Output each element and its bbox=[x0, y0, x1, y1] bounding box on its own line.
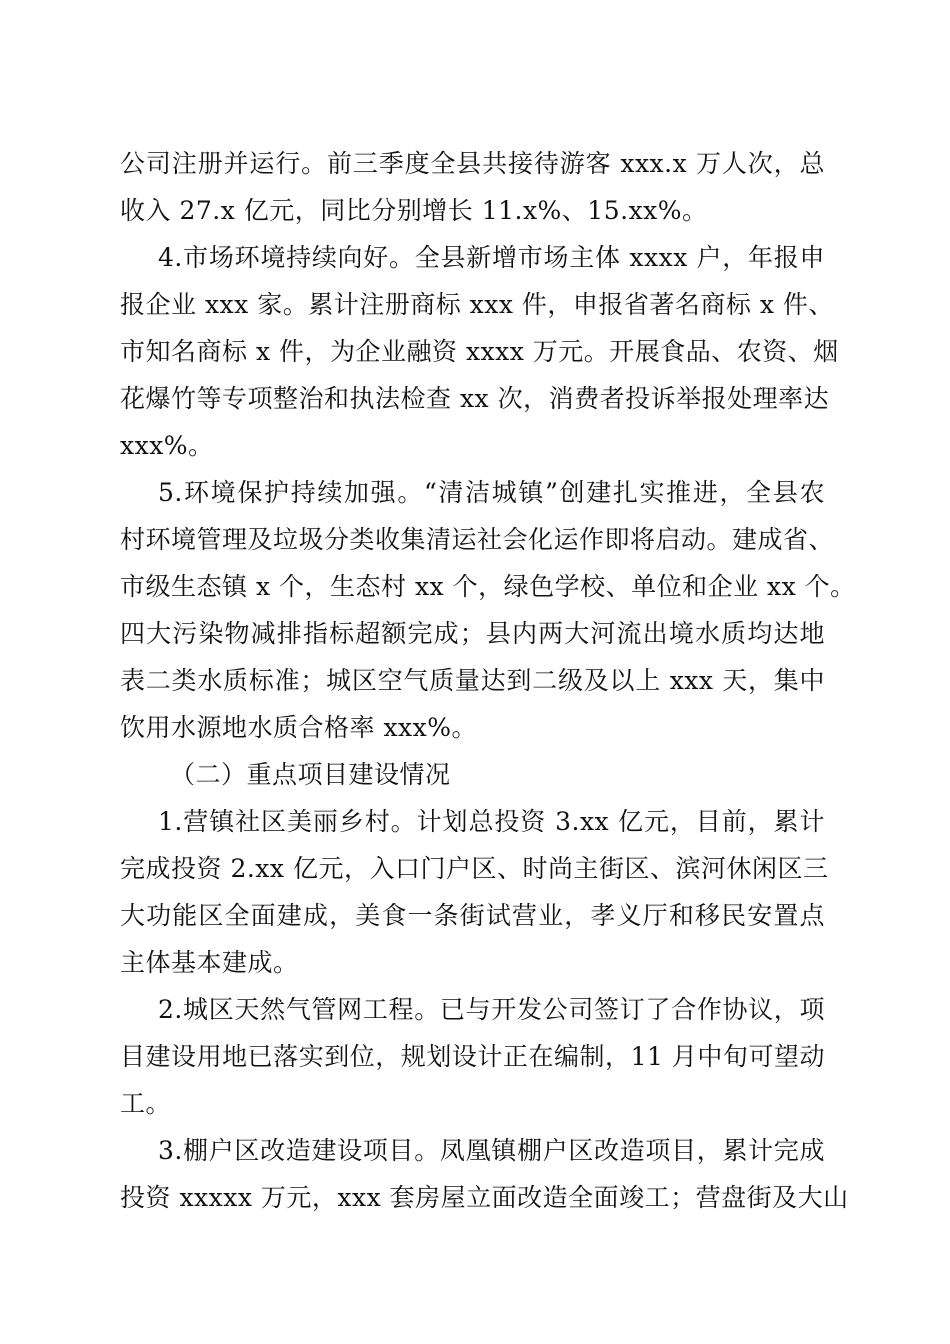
text-line: 报企业 xxx 家。累计注册商标 xxx 件，申报省著名商标 x 件、 bbox=[120, 290, 834, 319]
text-line: 投资 xxxxx 万元，xxx 套房屋立面改造全面竣工；营盘街及大山 bbox=[120, 1183, 849, 1212]
document-body bbox=[120, 140, 856, 1221]
paragraph-start: 4.市场环境持续向好。全县新增市场主体 xxxx 户，年报申 bbox=[158, 243, 825, 272]
text-line: 公司注册并运行。前三季度全县共接待游客 xxx.x 万人次，总 bbox=[120, 149, 825, 178]
text-line: 大功能区全面建成，美食一条街试营业，孝义厅和移民安置点 bbox=[120, 901, 825, 930]
paragraph-start: 5.环境保护持续加强。“清洁城镇”创建扎实推进，全县农 bbox=[158, 478, 825, 507]
text-line: 表二类水质标准；城区空气质量达到二级及以上 xxx 天，集中 bbox=[120, 666, 825, 695]
text-line: 花爆竹等专项整治和执法检查 xx 次，消费者投诉举报处理率达 bbox=[120, 384, 830, 413]
text-line: 收入 27.x 亿元，同比分别增长 11.x%、15.xx%。 bbox=[120, 196, 708, 225]
text-line: 工。 bbox=[120, 1089, 172, 1118]
text-line: 市级生态镇 x 个，生态村 xx 个，绿色学校、单位和企业 xx 个。 bbox=[120, 572, 856, 601]
text-line: 主体基本建成。 bbox=[120, 948, 299, 977]
text-line: 完成投资 2.xx 亿元，入口门户区、时尚主街区、滨河休闲区三 bbox=[120, 854, 829, 883]
paragraph-start: 3.棚户区改造建设项目。凤凰镇棚户区改造项目，累计完成 bbox=[158, 1136, 825, 1165]
text-line: 村环境管理及垃圾分类收集清运社会化运作即将启动。建成省、 bbox=[120, 525, 835, 554]
paragraph-start: 2.城区天然气管网工程。已与开发公司签订了合作协议，项 bbox=[158, 995, 825, 1024]
section-heading: （二）重点项目建设情况 bbox=[170, 760, 451, 789]
text-line: 目建设用地已落实到位，规划设计正在编制，11 月中旬可望动 bbox=[120, 1042, 825, 1071]
text-line: 四大污染物减排指标超额完成；县内两大河流出境水质均达地 bbox=[120, 619, 825, 648]
text-line: 饮用水源地水质合格率 xxx%。 bbox=[120, 713, 478, 742]
text-line: 市知名商标 x 件，为企业融资 xxxx 万元。开展食品、农资、烟 bbox=[120, 337, 839, 366]
paragraph-start: 1.营镇社区美丽乡村。计划总投资 3.xx 亿元，目前，累计 bbox=[158, 807, 825, 836]
text-line: xxx%。 bbox=[120, 431, 214, 460]
